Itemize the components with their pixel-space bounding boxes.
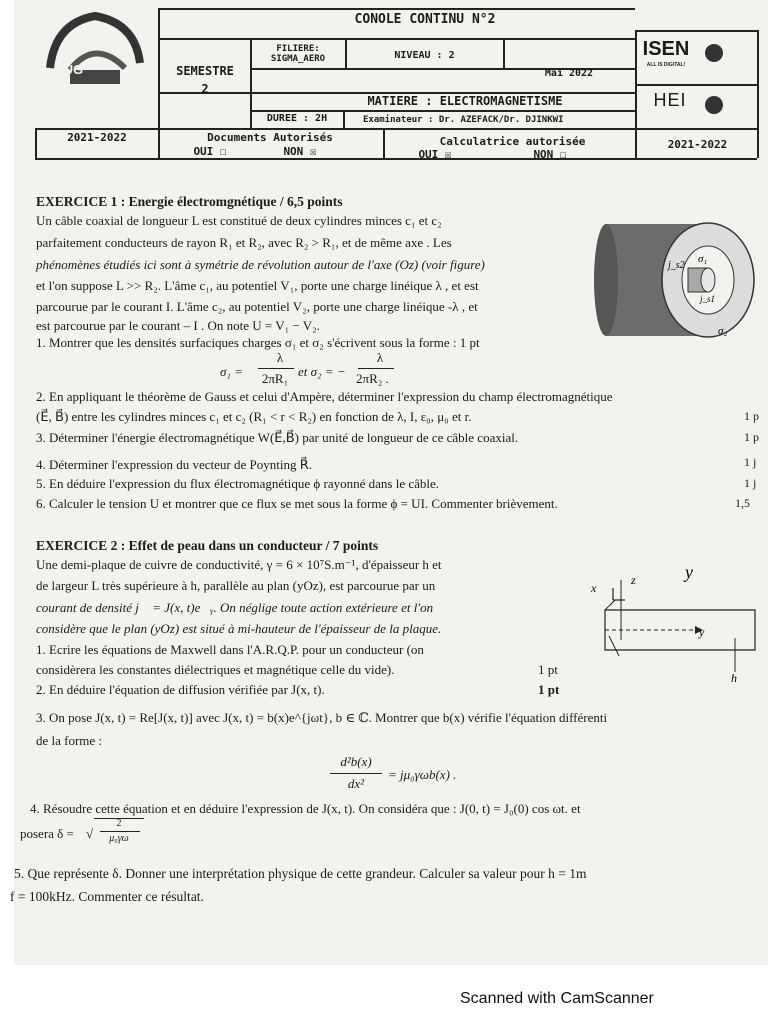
filiere-value: SIGMA_AERO <box>270 54 326 64</box>
y-axis-label: y <box>699 625 705 639</box>
ex2-question-5-cont: f = 100kHz. Commenter ce résultat. <box>10 889 204 904</box>
formula-numerator: λ <box>276 350 284 365</box>
exercise-2-title: EXERCICE 2 : Effet de peau dans un conducteur / 7 points <box>36 538 379 553</box>
junia-icon <box>705 44 723 62</box>
examinateur: Examinateur : Dr. AZEFACK/Dr. DJINKWI <box>363 115 564 125</box>
junia-icon-2 <box>705 96 723 114</box>
logo-text: IUG <box>60 62 84 77</box>
semestre-label: SEMESTRE <box>176 64 234 78</box>
ex1-question-2-cont: (E⃗, B⃗) entre les cylindres minces c₁ et c₂ (R₁ < r < R₂) en fonction de λ, I, ε₀, μ₀ et r. <box>36 409 472 424</box>
formula-text: = jμ₀γωb(x) . <box>388 767 457 782</box>
js1-label: j_s1 <box>700 294 716 304</box>
plate-figure <box>585 560 765 685</box>
formula-text: σ₁ = <box>220 364 243 379</box>
ex2-question-1-cont: considèrera les constantes diélectriques et magnétique celle du vide). <box>36 662 395 677</box>
points-badge: 1 j <box>744 476 757 490</box>
year-right: 2021-2022 <box>667 138 728 151</box>
fraction-bar <box>330 773 382 774</box>
formula-text: et σ₂ = − <box>298 364 346 379</box>
z-axis-label: z <box>631 573 636 587</box>
fraction-bar <box>258 368 294 369</box>
sigma-1-label: σ₁ <box>698 253 708 265</box>
points-badge: 1 j <box>744 455 757 469</box>
formula-denominator: μ₀γω <box>109 833 129 844</box>
formula-denominator: 2πR₁ <box>261 371 289 386</box>
sigma-2-label: σ₂ <box>718 325 728 337</box>
coaxial-cable-figure <box>590 216 760 346</box>
documents-non: NON ☒ <box>283 145 317 158</box>
ex1-question-5: 5. En déduire l'expression du flux électromagnétique ϕ rayonné dans le câble. <box>36 476 440 491</box>
ex1-text-line: et l'on suppose L >> R₂. L'âme c₁, au potentiel V₁, porte une charge linéique λ , et est <box>36 278 479 293</box>
documents-label: Documents Autorisés <box>207 131 333 144</box>
points-badge: 1 pt <box>538 682 560 697</box>
year-left: 2021-2022 <box>67 131 127 144</box>
duree: DUREE : 2H <box>266 113 328 124</box>
formula-numerator: λ <box>376 350 384 365</box>
documents-oui: OUI ☐ <box>193 145 227 158</box>
handwritten-label: y <box>685 562 693 582</box>
ex1-text-line: parcourue par le courant I. L'âme c₂, au potentiel V₂, porte une charge linéique -λ , et <box>36 299 478 314</box>
ex2-text-line: Une demi-plaque de cuivre de conductivité, γ = 6 × 10⁷S.m⁻¹, d'épaisseur h et <box>36 557 442 572</box>
points-badge: 1 p <box>744 430 759 444</box>
scanner-watermark: Scanned with CamScanner <box>460 990 654 1007</box>
formula-denominator: 2πR₂ . <box>356 371 389 386</box>
points-badge: 1 p <box>744 409 759 423</box>
sqrt-sign: √ <box>86 826 94 841</box>
exam-title: CONOLE CONTINU N°2 <box>354 12 496 27</box>
calculatrice-oui: OUI ☒ <box>418 148 452 161</box>
h-label: h <box>731 671 737 685</box>
ex1-question-4: 4. Déterminer l'expression du vecteur de Poynting R⃗. <box>36 457 313 472</box>
calculatrice-label: Calculatrice autorisée <box>439 135 586 148</box>
ex1-text-line: parfaitement conducteurs de rayon R₁ et R₂, avec R₂ > R₁, et de même axe . Les <box>36 235 452 250</box>
ex2-question-1: 1. Ecrire les équations de Maxwell dans l'A.R.Q.P. pour un conducteur (on <box>36 642 424 657</box>
school-logo-icon <box>40 8 150 88</box>
points-badge: 1,5 <box>735 496 750 510</box>
isen-tagline: ALL IS DIGITAL! <box>646 62 686 68</box>
fraction-bar <box>358 368 394 369</box>
calculatrice-non: NON ☐ <box>533 148 567 161</box>
ex1-question-1: 1. Montrer que les densités surfaciques charges σ₁ et σ₂ s'écrivent sous la forme : 1 pt <box>36 335 480 350</box>
ex2-question-5: 5. Que représente δ. Donner une interprétation physique de cette grandeur. Calculer sa valeur pour h = 1m <box>14 866 587 881</box>
filiere-label: FILIERE: <box>276 44 320 54</box>
exam-date: Mai 2022 <box>544 68 594 79</box>
formula-numerator: d²b(x) <box>340 754 372 769</box>
formula-text: posera δ = <box>20 826 74 841</box>
semestre-number: 2 <box>201 82 209 96</box>
formula-denominator: dx² <box>347 776 365 791</box>
ex1-text-line: phénomènes étudiés ici sont à symétrie de révolution autour de l'axe (Oz) (voir figure) <box>36 257 485 272</box>
x-axis-label: x <box>591 581 597 595</box>
ex1-question-6: 6. Calculer le tension U et montrer que ce flux se met sous la forme ϕ = UI. Commenter brièvement. <box>36 496 558 511</box>
matiere: MATIERE : ELECTROMAGNETISME <box>367 94 563 108</box>
hei-logo: HEI <box>653 90 687 110</box>
ex1-question-2: 2. En appliquant le théorème de Gauss et celui d'Ampère, déterminer l'expression du champ électromagnétique <box>36 389 613 404</box>
js2-label: j_s2 <box>668 260 685 271</box>
exercise-1-title: EXERCICE 1 : Energie électromgnétique / 6,5 points <box>36 194 343 209</box>
ex2-text-line: considère que le plan (yOz) est situé à mi-hauteur de l'épaisseur de la plaque. <box>36 621 442 636</box>
ex1-question-3: 3. Déterminer l'énergie électromagnétique W(E⃗,B⃗) par unité de longueur de ce câble coaxial. <box>36 430 519 445</box>
ex2-text-line: de largeur L très supérieure à h, parallèle au plan (yOz), est parcourue par un <box>36 578 436 593</box>
formula-numerator: 2 <box>116 818 122 829</box>
ex2-question-3: 3. On pose J(x, t) = Re[J(x, t)] avec J(x, t) = b(x)e^{jωt}, b ∈ ℂ. Montrer que b(x) vérifie l'équation différenti <box>36 710 608 725</box>
ex2-question-2: 2. En déduire l'équation de diffusion vérifiée par J(x, t). <box>36 682 325 697</box>
niveau: NIVEAU : 2 <box>394 50 455 61</box>
ex1-text-line: est parcourue par le courant – I . On note U = V₁ − V₂. <box>36 318 320 333</box>
fraction-bar <box>100 831 140 832</box>
points-badge: 1 pt <box>538 662 558 677</box>
ex2-question-4: 4. Résoudre cette équation et en déduire l'expression de J(x, t). On considéra que : J(0, t) = J₀(0) cos ωt. et <box>30 801 581 816</box>
ex2-text-line: courant de densité j⃗ = J(x, t)e⃗ᵧ. On néglige toute action extérieure et l'on <box>36 600 434 615</box>
ex2-question-3-cont: de la forme : <box>36 733 103 748</box>
ex1-text-line: Un câble coaxial de longueur L est constitué de deux cylindres minces c₁ et c₂ <box>36 213 442 228</box>
isen-logo: ISEN <box>642 38 690 60</box>
